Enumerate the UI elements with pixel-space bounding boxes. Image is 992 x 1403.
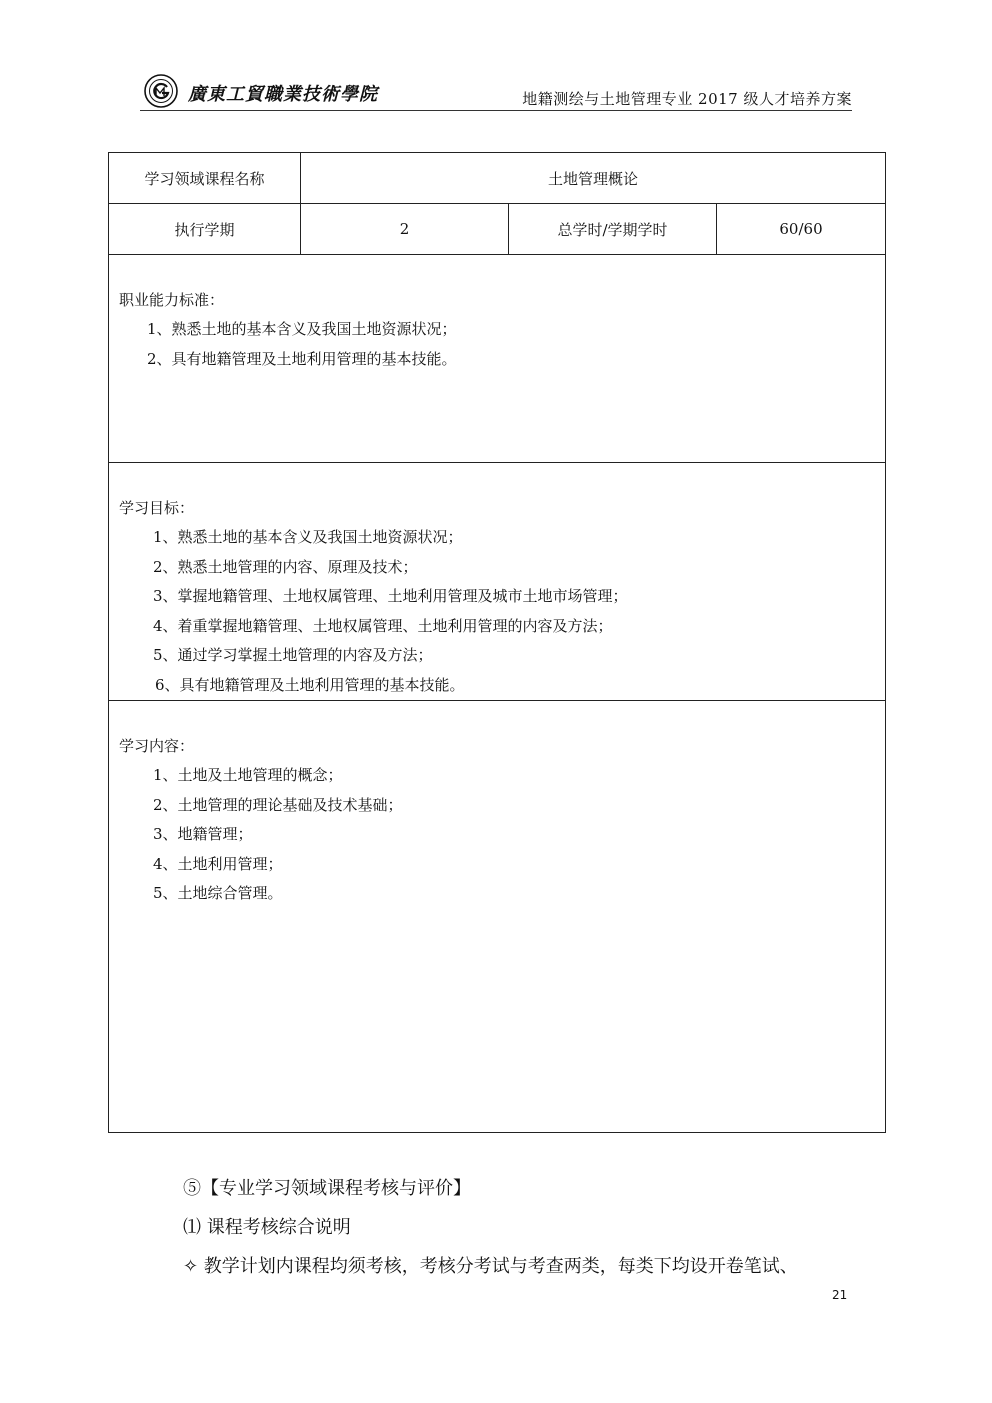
list-item: 3、掌握地籍管理、土地权属管理、土地利用管理及城市土地市场管理； xyxy=(153,587,628,605)
school-name: 廣東工貿職業技術學院 xyxy=(188,84,378,105)
list-item: 6、具有地籍管理及土地利用管理的基本技能。 xyxy=(155,675,465,694)
hours-value: 60/60 xyxy=(717,204,886,255)
list-item: 4、土地利用管理； xyxy=(153,854,283,873)
document-title: 地籍测绘与土地管理专业 2017 级人才培养方案 xyxy=(522,90,852,108)
content-title: 学习内容： xyxy=(119,737,195,755)
ability-block xyxy=(109,255,886,463)
list-item: 4、着重掌握地籍管理、土地权属管理、土地利用管理的内容及方法； xyxy=(153,616,613,635)
semester-label: 执行学期 xyxy=(109,204,301,255)
hours-label: 总学时/学期学时 xyxy=(509,204,717,255)
content-block xyxy=(109,701,886,1133)
course-name-row xyxy=(109,153,886,204)
school-seal-icon xyxy=(144,74,178,108)
ability-title: 职业能力标准： xyxy=(119,291,225,309)
goals-title: 学习目标： xyxy=(119,499,195,517)
page-header xyxy=(140,66,852,111)
list-item: 3、地籍管理； xyxy=(153,825,253,843)
page-number: 21 xyxy=(832,1288,848,1302)
list-item: 2、土地管理的理论基础及技术基础； xyxy=(153,795,403,814)
subheading: ⑴ 课程考核综合说明 xyxy=(183,1217,351,1238)
course-name-value: 土地管理概论 xyxy=(301,153,886,204)
list-item: 5、通过学习掌握土地管理的内容及方法； xyxy=(153,646,433,664)
content-row xyxy=(109,701,886,1133)
semester-value: 2 xyxy=(301,204,509,255)
ability-row xyxy=(109,255,886,463)
list-item: 2、具有地籍管理及土地利用管理的基本技能。 xyxy=(147,349,457,368)
list-item: 2、熟悉土地管理的内容、原理及技术； xyxy=(153,557,418,576)
list-item: 1、熟悉土地的基本含义及我国土地资源状况； xyxy=(153,528,463,546)
list-item: 1、熟悉土地的基本含义及我国土地资源状况； xyxy=(147,320,457,338)
goals-row xyxy=(109,463,886,701)
section-heading: ⑤【专业学习领域课程考核与评价】 xyxy=(183,1178,471,1199)
goals-block xyxy=(109,463,886,701)
course-name-label: 学习领域课程名称 xyxy=(109,153,301,204)
list-item: 1、土地及土地管理的概念； xyxy=(153,766,343,784)
body-paragraph: ✧ 教学计划内课程均须考核，考核分考试与考查两类，每类下均设开卷笔试、 xyxy=(183,1256,798,1277)
semester-row xyxy=(109,204,886,255)
course-table xyxy=(108,152,886,1133)
list-item: 5、土地综合管理。 xyxy=(153,884,283,902)
